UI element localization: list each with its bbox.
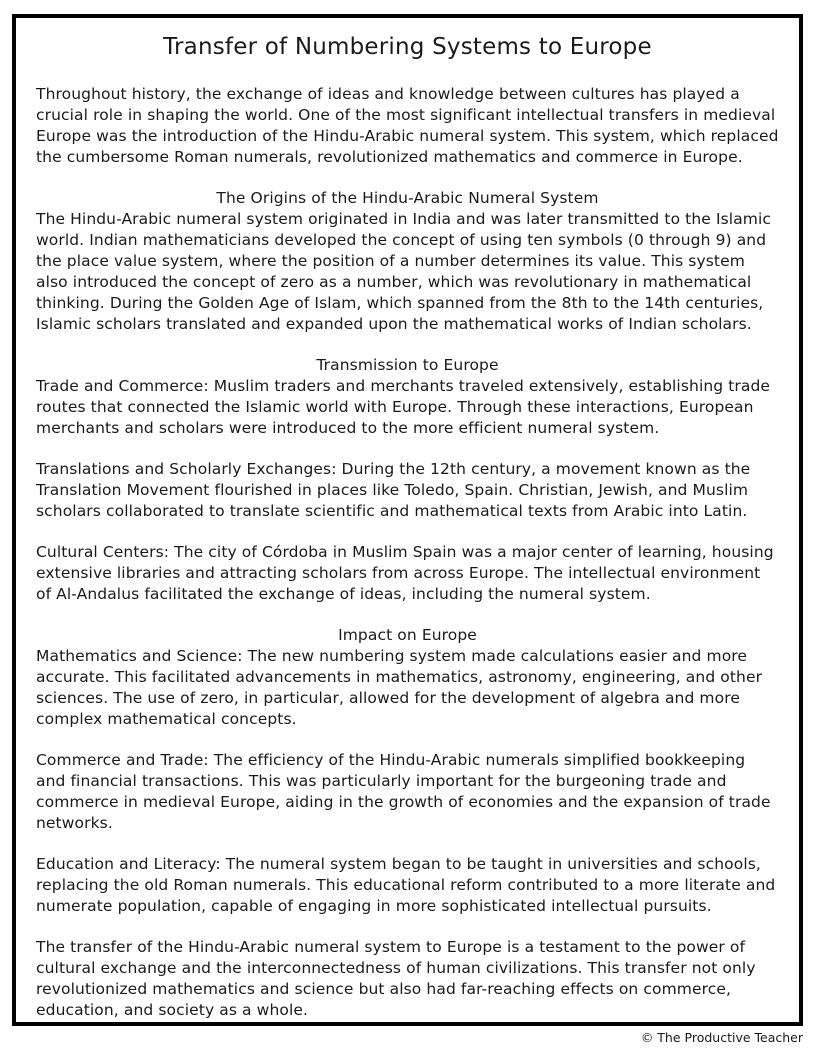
paragraph: Cultural Centers: The city of Córdoba in Muslim Spain was a major center of learning, housing extensive libraries and attracting scholars from across Europe. The intellectual environment of Al-Andalus facilitated the exchange of ideas, including the numeral system. <box>36 543 774 603</box>
document-body <box>36 84 779 1021</box>
document-border-frame <box>12 14 803 1026</box>
paragraph: The transfer of the Hindu-Arabic numeral system to Europe is a testament to the power of cultural exchange and the interconnectedness of human civilizations. This transfer not only revolutionized mathematics and science but also had far-reaching effects on commerce, education, and society as a whole. <box>36 938 756 1019</box>
section-heading: The Origins of the Hindu-Arabic Numeral System <box>216 189 599 207</box>
paragraph: Throughout history, the exchange of ideas and knowledge between cultures has played a crucial role in shaping the world. One of the most significant intellectual transfers in medieval Europe was the introduction of the Hindu-Arabic numeral system. This system, which replaced the cumbersome Roman numerals, revolutionized mathematics and commerce in Europe. <box>36 85 779 166</box>
section-transmission <box>36 355 779 605</box>
section-conclusion <box>36 937 779 1021</box>
section-impact <box>36 625 779 917</box>
section-heading: Transmission to Europe <box>316 356 499 374</box>
paragraph: Commerce and Trade: The efficiency of the Hindu-Arabic numerals simplified bookkeeping and financial transactions. This was particularly important for the burgeoning trade and commerce in medieval Europe, aiding in the growth of economies and the expansion of trade networks. <box>36 751 771 832</box>
section-heading: Impact on Europe <box>338 626 477 644</box>
paragraph: Education and Literacy: The numeral system began to be taught in universities and schools, replacing the old Roman numerals. This educational reform contributed to a more literate and numerate population, capable of engaging in more sophisticated intellectual pursuits. <box>36 855 776 915</box>
paragraph: Translations and Scholarly Exchanges: During the 12th century, a movement known as the Translation Movement flourished in places like Toledo, Spain. Christian, Jewish, and Muslim scholars collaborated to translate scientific and mathematical texts from Arabic into Latin. <box>36 460 751 520</box>
page-title: Transfer of Numbering Systems to Europe <box>163 34 652 60</box>
paragraph: Mathematics and Science: The new numbering system made calculations easier and more accurate. This facilitated advancements in mathematics, astronomy, engineering, and other sciences. The use of zero, in particular, allowed for the development of algebra and more complex mathematical concepts. <box>36 647 763 728</box>
credit-line: © The Productive Teacher <box>640 1030 803 1045</box>
paragraph: The Hindu-Arabic numeral system originated in India and was later transmitted to the Islamic world. Indian mathematicians developed the concept of using ten symbols (0 through 9) and the place value system, where the position of a number determines its value. This system also introduced the concept of zero as a number, which was revolutionary in mathematical thinking. During the Golden Age of Islam, which spanned from the 8th to the 14th centuries, Islamic scholars translated and expanded upon the mathematical works of Indian scholars. <box>36 210 772 333</box>
section-introduction <box>36 84 779 168</box>
section-origins <box>36 188 779 335</box>
paragraph: Trade and Commerce: Muslim traders and merchants traveled extensively, establishing trade routes that connected the Islamic world with Europe. Through these interactions, European merchants and scholars were introduced to the more efficient numeral system. <box>36 377 771 437</box>
